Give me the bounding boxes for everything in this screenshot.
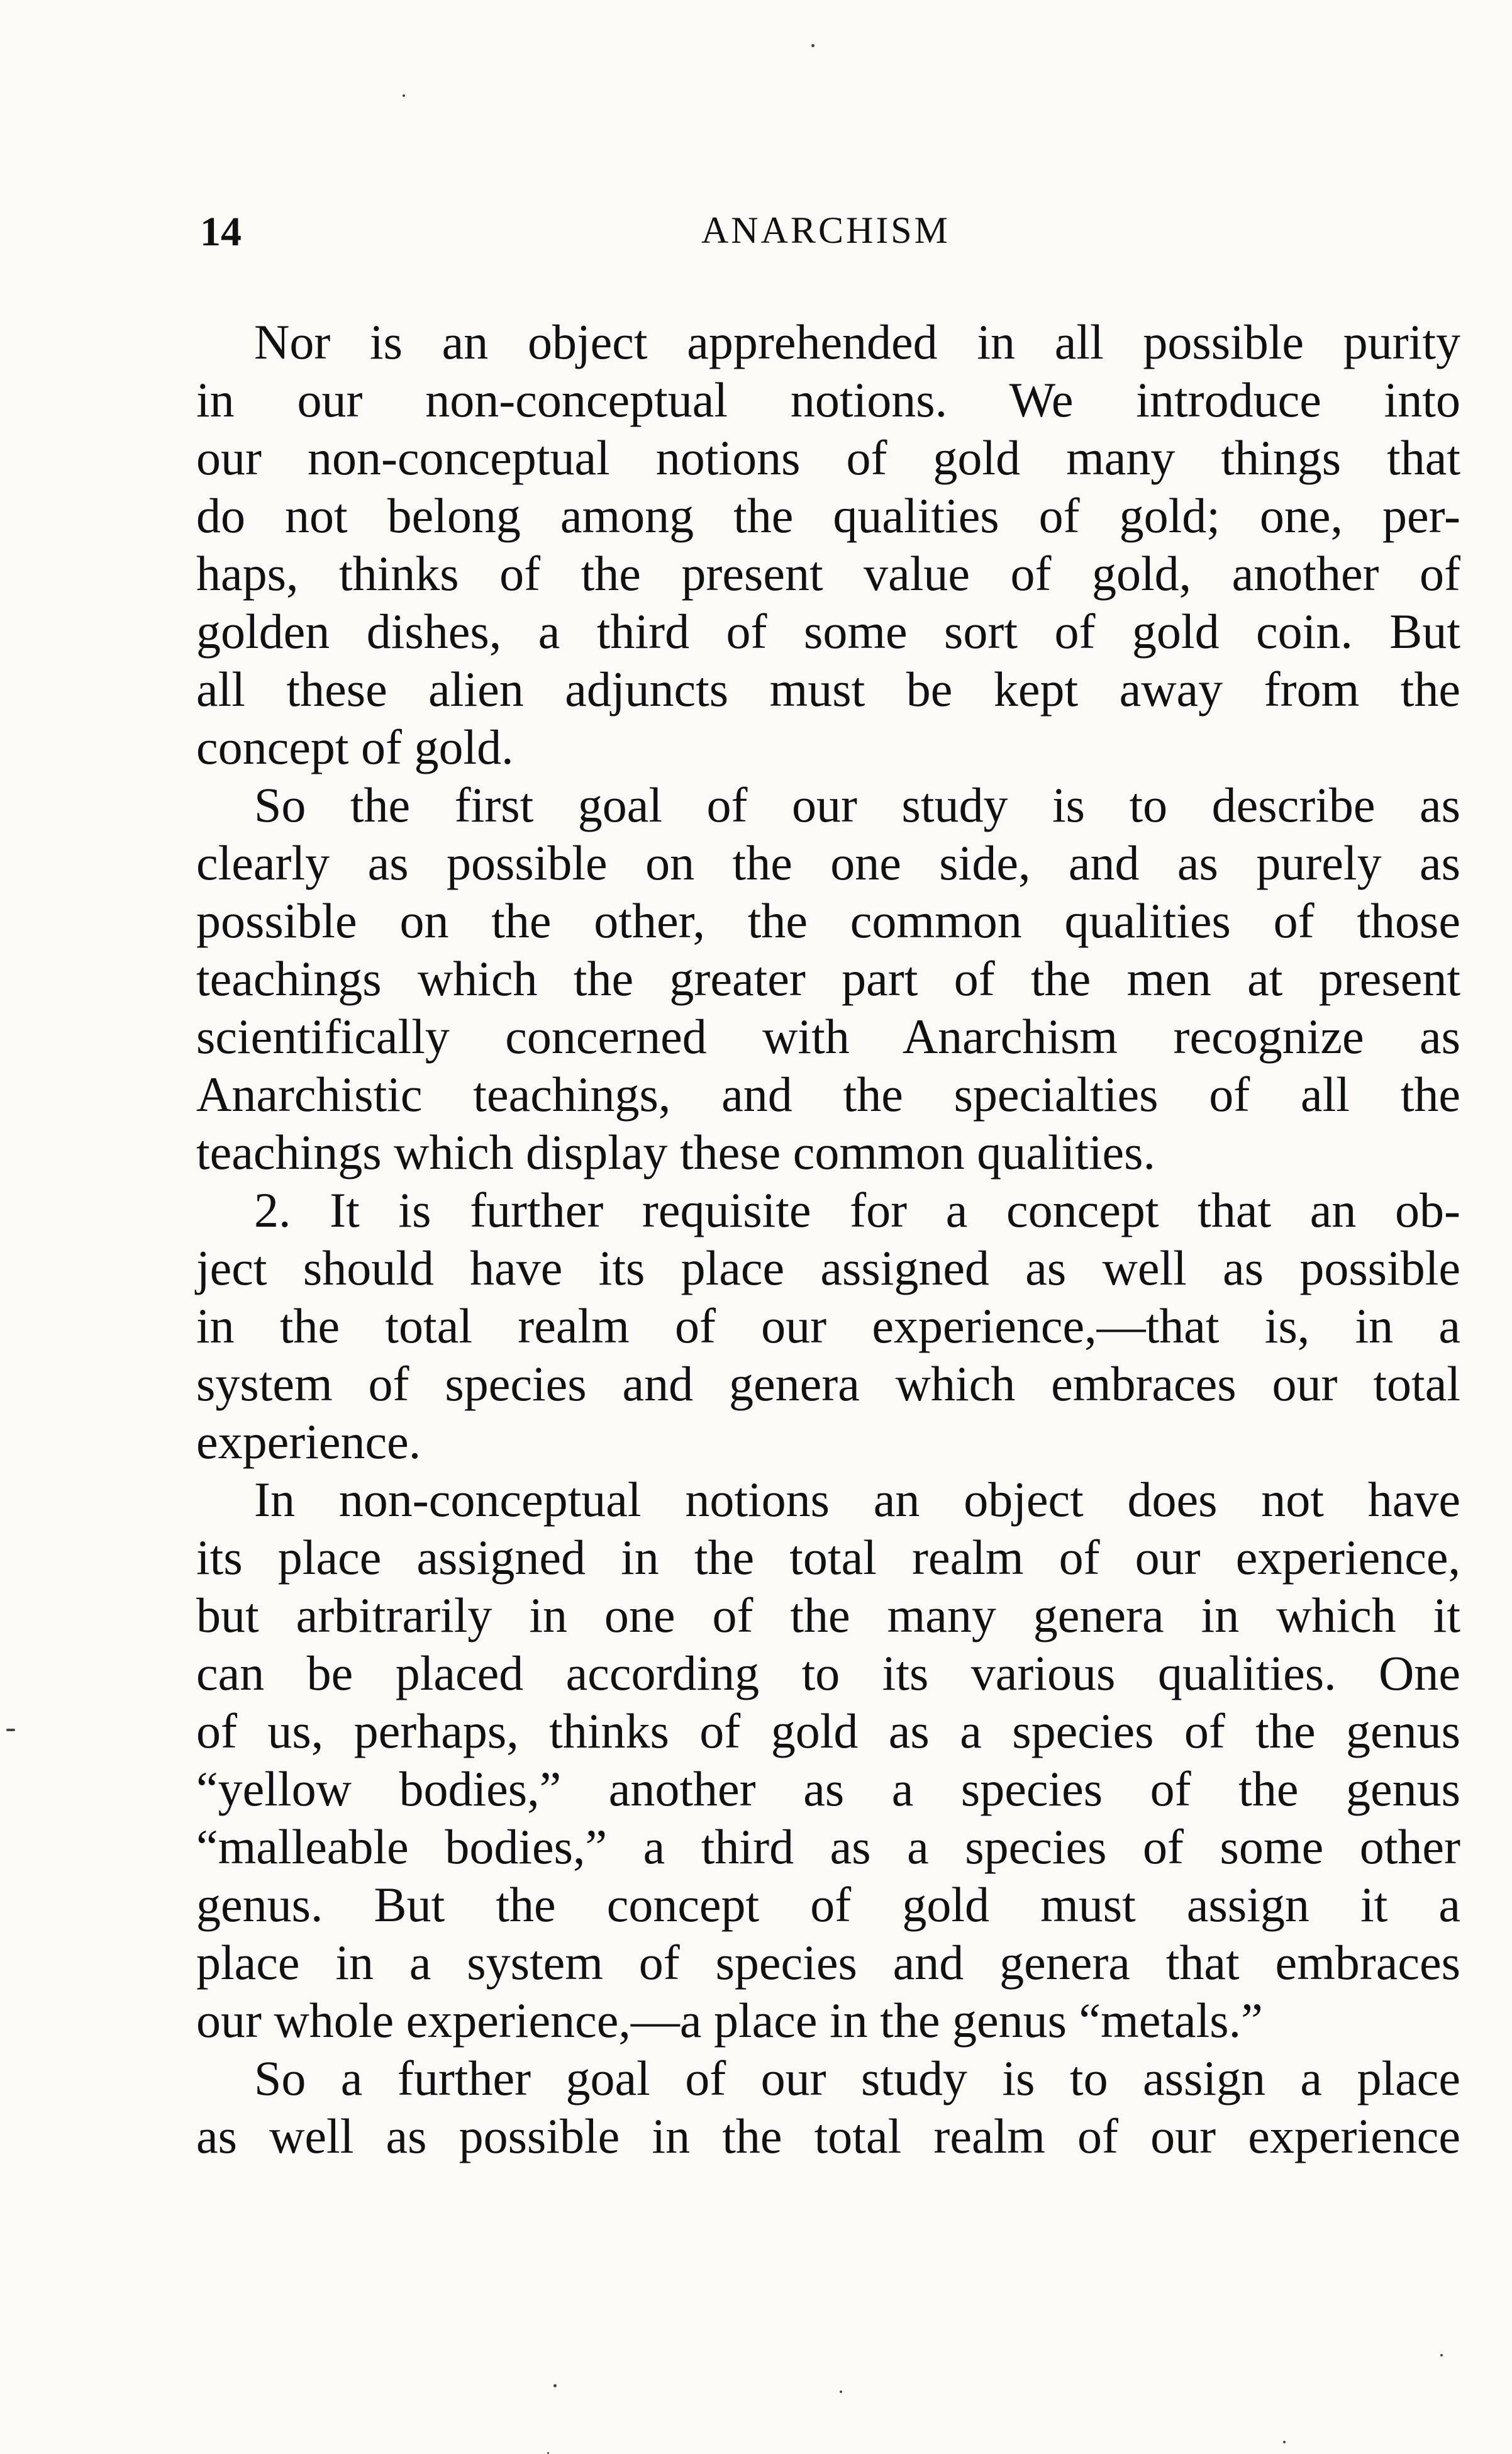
scan-speck [1283,2441,1286,2443]
text-line: genus. But the concept of gold must assign it a [196,1877,1460,1932]
text-line: all these alien adjuncts must be kept away from the [196,662,1460,717]
text-line: in our non-conceptual notions. We introduce into [196,372,1460,427]
text-line: do not belong among the qualities of gold; one, per- [196,488,1460,543]
text-line: ject should have its place assigned as well as possible [196,1241,1460,1295]
running-head: ANARCHISM [701,209,951,251]
text-line: possible on the other, the common qualities of those [196,893,1460,948]
text-line: Nor is an object apprehended in all possible purity [254,315,1460,369]
text-line: in the total realm of our experience,—that is, in a [196,1298,1460,1353]
scan-speck [840,2390,842,2393]
text-line: haps, thinks of the present value of gold, another of [196,546,1460,601]
text-line: our whole experience,—a place in the genus “metals.” [196,1993,1263,2048]
text-line: teachings which display these common qualities. [196,1125,1155,1180]
text-line: concept of gold. [196,720,514,774]
text-line: system of species and genera which embraces our total [196,1356,1460,1411]
text-line: as well as possible in the total realm of our experience [196,2109,1460,2163]
text-line: but arbitrarily in one of the many genera in which it [196,1588,1460,1643]
scan-speck [403,94,405,97]
text-line: clearly as possible on the one side, and as purely as [196,835,1460,890]
text-line: golden dishes, a third of some sort of gold coin. But [196,604,1460,659]
scan-speck [811,44,814,47]
text-line: its place assigned in the total realm of our experience, [196,1530,1460,1585]
body-text [196,313,1460,2165]
text-line: our non-conceptual notions of gold many things that [196,430,1460,485]
page-number: 14 [200,209,242,255]
text-line: scientifically concerned with Anarchism recognize as [196,1009,1460,1064]
scan-speck [553,2384,557,2387]
text-line: experience. [196,1414,421,1469]
text-line: place in a system of species and genera that embraces [196,1935,1460,1990]
page-header [200,200,1452,257]
text-line: can be placed according to its various qualities. One [196,1646,1460,1700]
text-line: Anarchistic teachings, and the specialties of all the [196,1067,1460,1122]
scan-speck [6,1729,15,1731]
text-line: “yellow bodies,” another as a species of the genus [196,1761,1460,1816]
text-line: So a further goal of our study is to assign a place [254,2051,1460,2105]
text-line: 2. It is further requisite for a concept that an ob- [254,1183,1460,1237]
text-line: of us, perhaps, thinks of gold as a species of the genus [196,1704,1460,1758]
scan-speck [1440,2354,1443,2356]
text-line: teachings which the greater part of the men at present [196,951,1460,1006]
text-line: In non-conceptual notions an object does not have [254,1472,1460,1527]
text-line: So the first goal of our study is to describe as [254,778,1460,832]
text-line: “malleable bodies,” a third as a species of some other [196,1819,1460,1874]
